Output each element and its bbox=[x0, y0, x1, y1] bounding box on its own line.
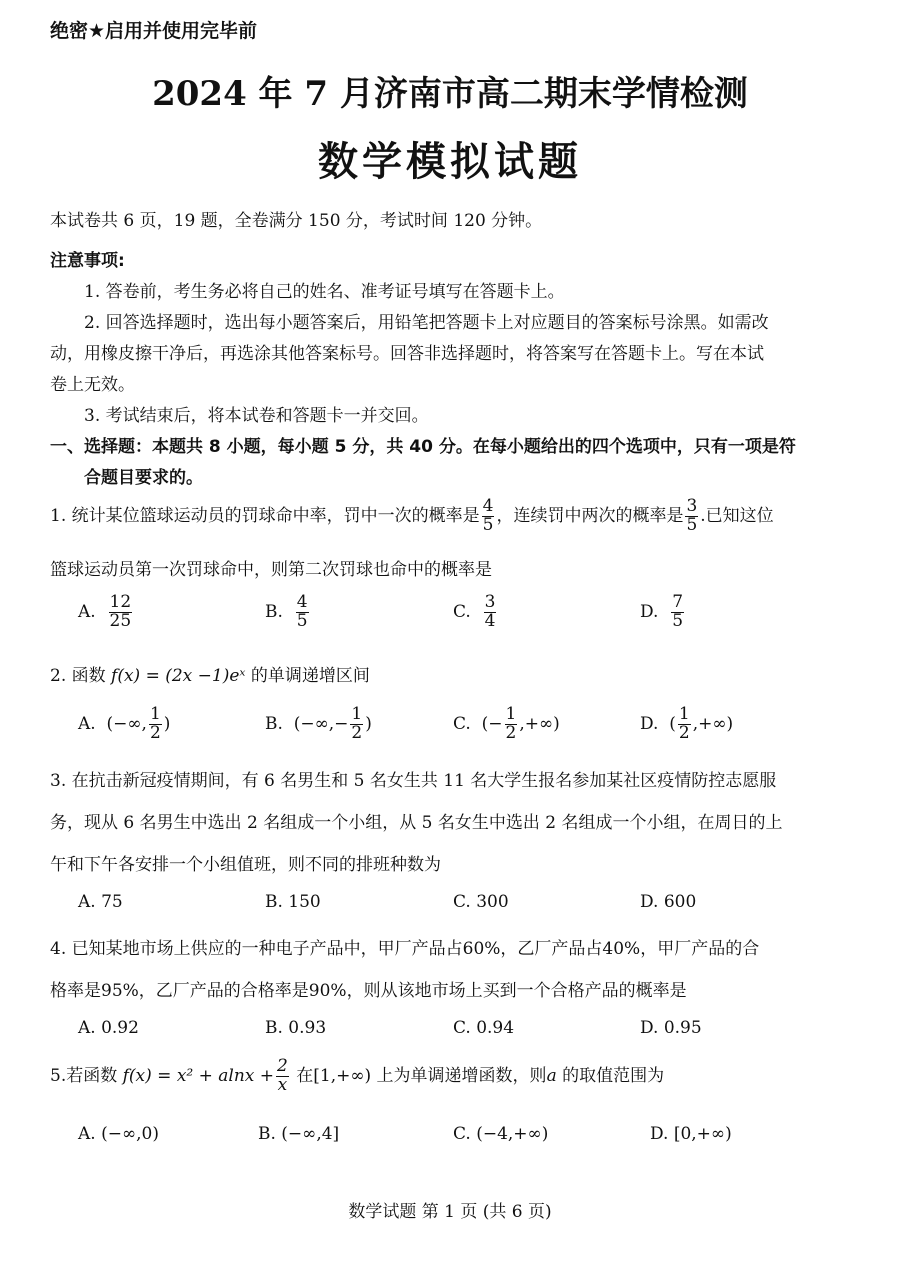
question-3-line3: 午和下午各安排一个小组值班，则不同的排班种数为 bbox=[50, 855, 441, 875]
q2-option-a-den: 2 bbox=[149, 722, 161, 743]
section-heading-line1: 一、选择题：本题共 8 小题，每小题 5 分，共 40 分。在每小题给出的四个选项中，只有一项是符 bbox=[50, 437, 796, 457]
q1-option-b bbox=[265, 594, 311, 631]
q5-function: f(x) = x² + alnx + bbox=[122, 1065, 275, 1086]
exam-title: 2024 年 7 月济南市高二期末学情检测 bbox=[152, 74, 748, 114]
q1-text-part3: .已知这位 bbox=[700, 505, 774, 526]
q3-option-b: B. 150 bbox=[265, 892, 321, 912]
q1-text-part2: ，连续罚中两次的概率是 bbox=[496, 505, 684, 526]
q2-option-d-post: ,+∞) bbox=[692, 713, 734, 734]
q1-text-part1: 1. 统计某位篮球运动员的罚球命中率，罚中一次的概率是 bbox=[50, 505, 480, 526]
q2-option-a-fraction bbox=[149, 706, 162, 743]
q1-option-b-den: 5 bbox=[296, 610, 308, 631]
question-3-line2: 务，现从 6 名男生中选出 2 名组成一个小组，从 5 名女生中选出 2 名组成一个小组，在周日的上 bbox=[50, 813, 783, 833]
section-heading-line2: 合题目要求的。 bbox=[84, 468, 203, 488]
exam-subtitle: 数学模拟试题 bbox=[318, 138, 582, 185]
q2-option-b-label: B. bbox=[265, 713, 283, 734]
q2-option-b-pre: (−∞,− bbox=[293, 713, 349, 734]
notice-item-2-line2: 动，用橡皮擦干净后，再选涂其他答案标号。回答非选择题时，将答案写在答题卡上。写在本试 bbox=[50, 344, 764, 364]
q2-option-b-num: 1 bbox=[351, 704, 363, 724]
q4-option-a: A. 0.92 bbox=[78, 1018, 139, 1038]
question-3-line1: 3. 在抗击新冠疫情期间，有 6 名男生和 5 名女生共 11 名大学生报名参加某社区疫情防控志愿服 bbox=[50, 771, 777, 791]
q1-option-d-den: 5 bbox=[672, 610, 684, 631]
q2-option-d-den: 2 bbox=[678, 722, 690, 743]
q2-option-c-label: C. bbox=[453, 713, 471, 734]
q1-option-c bbox=[453, 594, 498, 631]
q2-prefix: 2. 函数 bbox=[50, 666, 112, 686]
notice-item-2-line1: 2. 回答选择题时，选出每小题答案后，用铅笔把答题卡上对应题目的答案标号涂黑。如需改 bbox=[84, 313, 769, 333]
q1-fraction-1 bbox=[482, 498, 495, 535]
q2-option-a-num: 1 bbox=[149, 704, 161, 724]
notice-item-2-line3: 卷上无效。 bbox=[50, 375, 135, 395]
q2-option-d-label: D. bbox=[640, 713, 659, 734]
q4-option-c: C. 0.94 bbox=[453, 1018, 515, 1038]
q1-fraction-1-den: 5 bbox=[482, 514, 494, 535]
q2-option-d-fraction bbox=[678, 706, 691, 743]
q1-option-c-num: 3 bbox=[484, 592, 496, 612]
q4-option-b: B. 0.93 bbox=[265, 1018, 327, 1038]
q2-option-d-pre: ( bbox=[669, 713, 676, 734]
question-5 bbox=[50, 1058, 664, 1095]
q2-option-b bbox=[265, 706, 372, 743]
q5-option-a: A. (−∞,0) bbox=[78, 1124, 159, 1144]
q5-option-c: C. (−4,+∞) bbox=[453, 1124, 549, 1144]
q1-fraction-2-den: 5 bbox=[686, 514, 698, 535]
q1-fraction-2 bbox=[685, 498, 698, 535]
question-2 bbox=[50, 661, 370, 686]
q2-option-d-num: 1 bbox=[678, 704, 690, 724]
q1-option-a-num: 12 bbox=[109, 592, 132, 612]
q2-option-a bbox=[78, 706, 170, 743]
q1-option-d-fraction bbox=[671, 594, 684, 631]
q2-function: f(x) = (2x −1)eˣ bbox=[111, 666, 246, 686]
q1-option-c-fraction bbox=[484, 594, 497, 631]
page-footer: 数学试题 第 1 页 (共 6 页) bbox=[348, 1202, 552, 1222]
q1-fraction-1-num: 4 bbox=[482, 496, 494, 516]
q1-option-a-den: 25 bbox=[109, 610, 132, 631]
q2-option-b-post: ) bbox=[365, 713, 372, 734]
q1-option-b-num: 4 bbox=[296, 592, 308, 612]
q5-fraction bbox=[276, 1058, 289, 1095]
q2-option-a-pre: (−∞, bbox=[106, 713, 147, 734]
q1-option-b-fraction bbox=[296, 594, 309, 631]
q5-prefix: 5.若函数 bbox=[50, 1065, 123, 1086]
q2-option-b-den: 2 bbox=[351, 722, 363, 743]
q2-option-c-post: ,+∞) bbox=[519, 713, 560, 734]
notice-item-1: 1. 答卷前，考生务必将自己的姓名、准考证号填写在答题卡上。 bbox=[84, 282, 565, 302]
q3-option-a: A. 75 bbox=[78, 892, 123, 912]
q3-option-c: C. 300 bbox=[453, 892, 509, 912]
question-1-line1 bbox=[50, 498, 774, 535]
q5-fraction-num: 2 bbox=[277, 1056, 288, 1076]
question-4-line1: 4. 已知某地市场上供应的一种电子产品中，甲厂产品占60%，乙厂产品占40%，甲厂产品的合 bbox=[50, 939, 760, 959]
q1-option-a-fraction bbox=[109, 594, 133, 631]
notice-item-3: 3. 考试结束后，将本试卷和答题卡一并交回。 bbox=[84, 406, 429, 426]
q2-option-a-label: A. bbox=[78, 713, 96, 734]
question-1-line2: 篮球运动员第一次罚球命中，则第二次罚球也命中的概率是 bbox=[50, 560, 492, 580]
q2-option-c-fraction bbox=[505, 706, 518, 743]
q2-option-c-num: 1 bbox=[505, 704, 517, 724]
exam-intro: 本试卷共 6 页，19 题，全卷满分 150 分，考试时间 120 分钟。 bbox=[50, 211, 543, 231]
q5-option-d: D. [0,+∞) bbox=[650, 1124, 732, 1144]
q5-fraction-den: x bbox=[277, 1074, 288, 1095]
q1-option-d-label: D. bbox=[640, 601, 659, 622]
q2-option-c-den: 2 bbox=[505, 722, 517, 743]
q3-option-d: D. 600 bbox=[640, 892, 697, 912]
q1-option-b-label: B. bbox=[265, 601, 283, 622]
q2-suffix: 的单调递增区间 bbox=[245, 666, 370, 686]
q2-option-d bbox=[640, 706, 733, 743]
q1-option-a-label: A. bbox=[78, 601, 96, 622]
q1-option-d-num: 7 bbox=[672, 592, 684, 612]
question-4-line2: 格率是95%，乙厂产品的合格率是90%，则从该地市场上买到一个合格产品的概率是 bbox=[50, 981, 687, 1001]
q2-option-b-fraction bbox=[350, 706, 363, 743]
q2-option-a-post: ) bbox=[163, 713, 171, 734]
q5-mid: 在[1,+∞) 上为单调递增函数，则 bbox=[290, 1065, 547, 1086]
q5-suffix: 的取值范围为 bbox=[556, 1065, 665, 1086]
q1-option-a bbox=[78, 594, 134, 631]
q2-option-c bbox=[453, 706, 560, 743]
q2-option-c-pre: (− bbox=[481, 713, 503, 734]
q1-option-d bbox=[640, 594, 686, 631]
q4-option-d: D. 0.95 bbox=[640, 1018, 702, 1038]
q5-variable: a bbox=[546, 1065, 557, 1086]
confidential-mark: 绝密★启用并使用完毕前 bbox=[50, 20, 258, 42]
q5-option-b: B. (−∞,4] bbox=[258, 1124, 340, 1144]
q1-option-c-label: C. bbox=[453, 601, 471, 622]
q1-fraction-2-num: 3 bbox=[686, 496, 698, 516]
notice-heading: 注意事项: bbox=[50, 251, 125, 271]
q1-option-c-den: 4 bbox=[484, 610, 496, 631]
